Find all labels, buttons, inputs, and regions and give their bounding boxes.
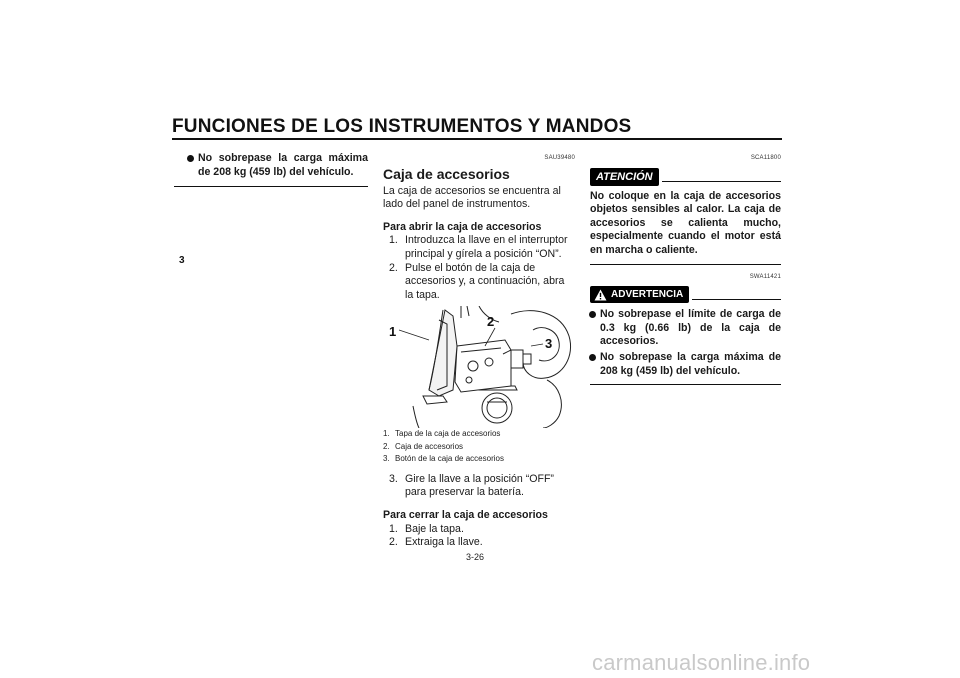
caution-code: SCA11800: [750, 155, 781, 161]
figure-callout-1: 1: [389, 324, 397, 340]
close-step-2: 2. Extraiga la llave.: [389, 536, 483, 549]
caution-end-rule: [590, 264, 781, 265]
warning-end-rule: [590, 384, 781, 385]
figure-callout-2: 2: [487, 314, 495, 330]
left-column: [188, 152, 368, 187]
open-step-2: 2. Pulse el botón de la caja de accesorios y, a continuación, abra la tapa.: [389, 261, 565, 301]
page-number: 3-26: [466, 552, 485, 562]
figure-captions: [383, 428, 575, 466]
close-heading: Para cerrar la caja de accesorios: [383, 509, 548, 522]
accessory-box-illustration: [383, 306, 575, 428]
warning-code: SWA11421: [749, 273, 781, 280]
caption-2: 2. Caja de accesorios: [383, 441, 464, 451]
middle-column: [383, 152, 575, 550]
caption-1: 1. Tapa de la caja de accesorios: [383, 429, 501, 439]
caution-text: No coloque en la caja de accesorios objetos sensibles al calor. La caja de accesorios se calienta mucho, especialmente cuando el motor está en marcha o caliente.: [590, 189, 781, 256]
warning-label: [590, 286, 689, 303]
bullet-item: [188, 152, 368, 179]
caption-3: 3. Botón de la caja de accesorios: [383, 454, 504, 464]
open-step-1: 1. Introduzca la llave en el interruptor principal y gírela a posición “ON”.: [389, 234, 568, 260]
intro-paragraph: La caja de accesorios se encuentra al lado del panel de instrumentos.: [383, 184, 561, 211]
warning-bullet-1: No sobrepase el límite de carga de 0.3 kg (0.66 lb) de la caja de accesorios.: [590, 308, 781, 349]
bullet-dot-icon: [187, 155, 194, 162]
section-code: SAU39480: [544, 155, 575, 161]
warning-label-row: [590, 286, 781, 303]
close-step-1: 1. Baje la tapa.: [389, 522, 464, 535]
warning-label-rule: [692, 299, 781, 300]
warning-label-text: ADVERTENCIA: [611, 289, 684, 301]
watermark: carmanualsonline.info: [592, 650, 811, 675]
bullet-dot-icon: [589, 354, 596, 361]
figure-callout-3: 3: [545, 336, 553, 352]
right-column: [590, 152, 781, 385]
warning-bullet-2: No sobrepase la carga máxima de 208 kg (459 lb) del vehículo.: [590, 351, 781, 378]
open-heading: Para abrir la caja de accesorios: [383, 220, 542, 233]
caution-label: ATENCIÓN: [590, 168, 659, 186]
chapter-tab: 3: [179, 255, 185, 266]
bullet-dot-icon: [589, 311, 596, 318]
caution-label-row: [590, 168, 781, 186]
warning-triangle-icon: [594, 289, 607, 301]
open-step-3: 3. Gire la llave a la posición “OFF” para preservar la batería.: [389, 472, 554, 499]
header-rule: [172, 138, 782, 140]
section-title: Caja de accesorios: [383, 165, 510, 182]
bullet-text: No sobrepase la carga máxima de 208 kg (459 lb) del vehículo.: [198, 152, 368, 178]
page-header-title: FUNCIONES DE LOS INSTRUMENTOS Y MANDOS: [172, 116, 632, 137]
column-rule: [174, 186, 368, 187]
caution-label-rule: [662, 181, 781, 182]
